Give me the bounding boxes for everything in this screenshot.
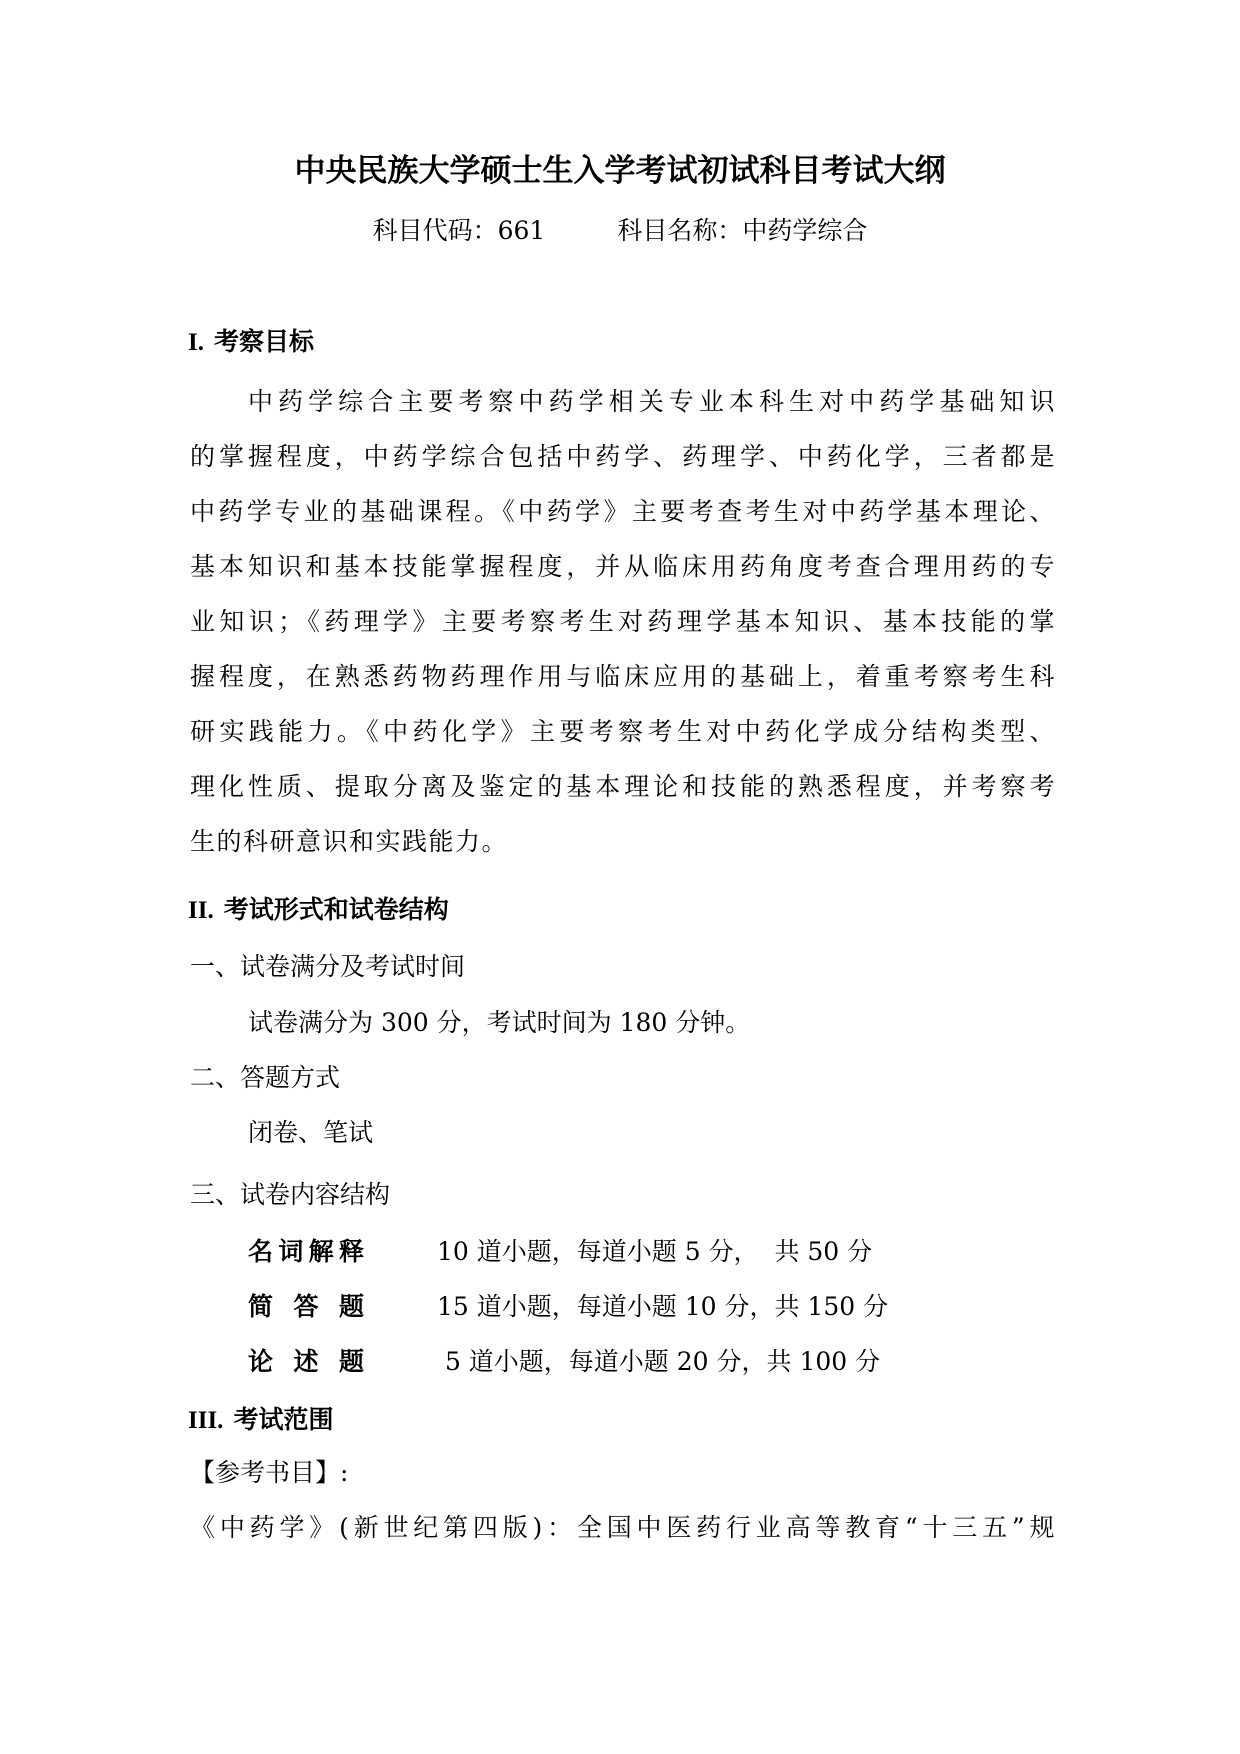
paragraph-line: 理化性质、提取分离及鉴定的基本理论和技能的熟悉程度，并考察考 [190,772,1056,801]
section-heading-exam-format [188,897,449,923]
reference-books-label: 【参考书目】: [190,1458,349,1487]
subject-info [0,218,1240,243]
section-number: II. [188,897,214,924]
subject-code: 科目代码：661 [372,216,546,245]
paragraph-line: 基本知识和基本技能掌握程度，并从临床用药角度考查合理用药的专 [190,552,1056,581]
subheading-score-time: 一、试卷满分及考试时间 [190,952,466,981]
answer-method-text: 闭卷、笔试 [248,1118,374,1147]
section-heading-objectives [188,329,314,355]
paragraph-line: 研实践能力。《中药化学》主要考察考生对中药化学成分结构类型、 [190,717,1056,746]
page-title: 中央民族大学硕士生入学考试初试科目考试大纲 [294,153,946,189]
paragraph-line: 业知识；《药理学》主要考察考生对药理学基本知识、基本技能的掌 [190,607,1056,636]
paragraph-line: 生的科研意识和实践能力。 [190,827,509,856]
question-type-label: 论述题 [248,1347,364,1376]
reference-book-line: 《中药学》(新世纪第四版)：全国中医药行业高等教育“十三五”规 [190,1513,1056,1542]
question-type-detail: 10 道小题，每道小题 5 分， 共 50 分 [437,1237,873,1266]
question-type-label: 名词解释 [248,1237,364,1266]
question-type-label: 简答题 [248,1292,364,1321]
paragraph-line: 的掌握程度，中药学综合包括中药学、药理学、中药化学，三者都是 [190,442,1056,471]
subheading-content-structure: 三、试卷内容结构 [190,1180,391,1209]
subheading-answer-method: 二、答题方式 [190,1063,341,1092]
paragraph-line: 中药学专业的基础课程。《中药学》主要考查考生对中药学基本理论、 [190,497,1056,526]
paragraph-line: 中药学综合主要考察中药学相关专业本科生对中药学基础知识 [248,387,1056,416]
section-number: III. [188,1407,224,1434]
subject-name: 科目名称：中药学综合 [617,216,868,245]
question-type-detail: 15 道小题，每道小题 10 分，共 150 分 [437,1292,889,1321]
section-number: I. [188,329,204,356]
question-type-detail: 5 道小题，每道小题 20 分，共 100 分 [437,1347,881,1376]
section-title: 考试范围 [233,1405,334,1434]
section-heading-exam-scope [188,1407,333,1433]
section-title: 考察目标 [213,327,314,356]
score-time-text: 试卷满分为 300 分，考试时间为 180 分钟。 [248,1008,751,1037]
paragraph-line: 握程度，在熟悉药物药理作用与临床应用的基础上，着重考察考生科 [190,662,1056,691]
section-title: 考试形式和试卷结构 [223,895,449,924]
